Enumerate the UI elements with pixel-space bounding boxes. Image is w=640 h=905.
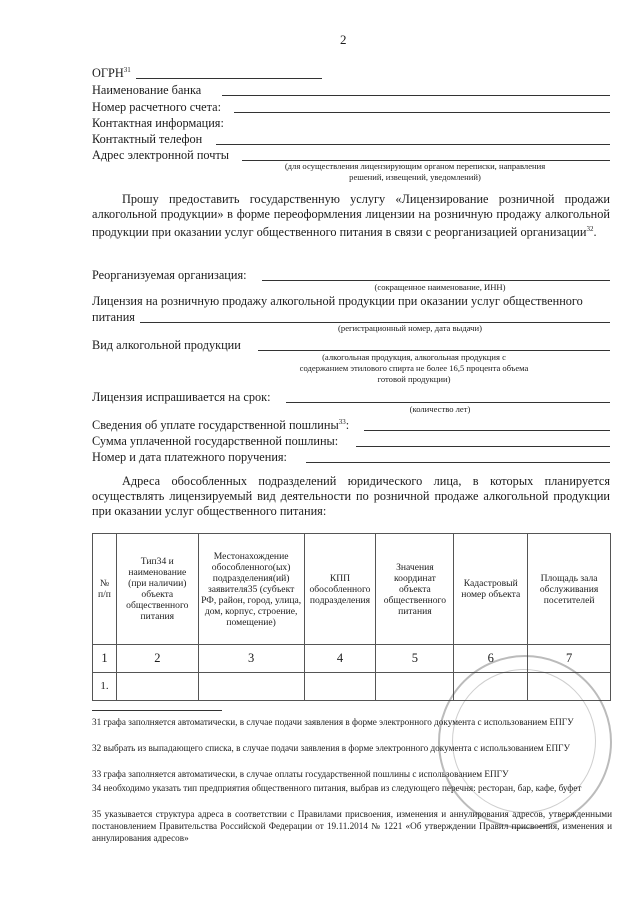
footnote-35: 35 указывается структура адреса в соответствии с Правилами присвоения, изменения и аннулирования адресов, утвержденными постановлением Правительства Российской Федерации от 19.11.2014 № 1221 «Об утверждении Правил присвоения, изменения и аннулирования адресов» — [92, 809, 612, 843]
alco-hint: (алкогольная продукция, алкогольная продукция с содержанием этилового спирта не более 16,5 процента объема готовой продукции) — [299, 352, 529, 384]
payment-line — [364, 430, 610, 431]
payment-sum-line — [356, 446, 610, 447]
license-label-1: Лицензия на розничную продажу алкогольной продукции при оказании услуг общественного — [92, 294, 583, 308]
table-cell: 5 — [376, 645, 454, 673]
request-paragraph: Прошу предоставить государственную услугу «Лицензирование розничной продажи алкогольной продукции» в форме переоформления лицензии на розничную продажу алкогольной продукции при оказании услуг общественного питания в связи с реорганизацией организации$^{32}$. — [92, 192, 610, 240]
addresses-paragraph: Адреса обособленных подразделений юридического лица, в которых планируется осуществлять лицензируемый вид деятельности по розничной продаже алкогольной продукции при оказании услуг общественного питания: — [92, 474, 610, 518]
phone-label: Контактный телефон — [92, 132, 203, 146]
table-cell: 6 — [454, 645, 528, 673]
alco-label: Вид алкогольной продукции — [92, 338, 241, 352]
license-hint: (регистрационный номер, дата выдачи) — [338, 323, 482, 333]
term-hint: (количество лет) — [409, 404, 471, 414]
license-label-2: питания — [92, 310, 135, 324]
table-cell: 2 — [116, 645, 198, 673]
table-cell: 3 — [198, 645, 304, 673]
payment-doc-line — [306, 462, 610, 463]
table-cell[interactable]: 1. — [93, 673, 117, 701]
reorg-label: Реорганизуемая организация: — [92, 268, 247, 282]
footnote-31: 31 графа заполняется автоматически, в случае подачи заявления в форме электронного документа с использованием ЕПГУ — [92, 717, 574, 727]
payment-label: Сведения об уплате государственной пошлины$^{33}$: — [92, 418, 350, 433]
footnote-34: 34 необходимо указать тип предприятия общественного питания, выбрав из следующего перечня: ресторан, бар, кафе, буфет — [92, 783, 582, 793]
bank-label: Наименование банка — [92, 83, 202, 97]
table-header-cell: КПП обособленного подразделения — [304, 534, 376, 645]
page-number: 2 — [340, 32, 347, 47]
table-header-cell: Местонахождение обособленного(ых) подразделения(ий) заявителя35 (субъект РФ, район, город, улица, дом, корпус, строение, помещение) — [198, 534, 304, 645]
alco-line — [258, 350, 610, 351]
table-header-cell: № п/п — [93, 534, 117, 645]
table-header-cell: Кадастровый номер объекта — [454, 534, 528, 645]
table-header-row — [93, 534, 611, 645]
table-cell[interactable] — [376, 673, 454, 701]
table-cell[interactable] — [304, 673, 376, 701]
email-hint: (для осуществления лицензирующим органом переписки, направления решений, извещений, уведомлений) — [284, 161, 546, 182]
reorg-hint: (сокращенное наименование, ИНН) — [374, 282, 506, 292]
footnote-32: 32 выбрать из выпадающего списка, в случае подачи заявления в форме электронного документа с использованием ЕПГУ — [92, 743, 570, 753]
footnote-33: 33 графа заполняется автоматически, в случае оплаты государственной пошлины с использованием ЕПГУ — [92, 769, 509, 779]
bank-line — [222, 95, 610, 96]
table-cell[interactable] — [116, 673, 198, 701]
payment-sum-label: Сумма уплаченной государственной пошлины: — [92, 434, 339, 448]
table-cell[interactable] — [198, 673, 304, 701]
ogrn-label: ОГРН$^{31}$ — [92, 66, 131, 81]
account-line — [234, 112, 610, 113]
email-label: Адрес электронной почты — [92, 148, 230, 162]
reorg-line — [262, 280, 610, 281]
account-label: Номер расчетного счета: — [92, 100, 222, 114]
ogrn-line — [136, 78, 322, 79]
table-header-cell: Площадь зала обслуживания посетителей — [528, 534, 611, 645]
table-cell: 1 — [93, 645, 117, 673]
table-cell: 7 — [528, 645, 611, 673]
payment-doc-label: Номер и дата платежного поручения: — [92, 450, 287, 464]
term-label: Лицензия испрашивается на срок: — [92, 390, 271, 404]
table-header-cell: Тип34 и наименование (при наличии) объекта общественного питания — [116, 534, 198, 645]
footnote-divider — [92, 710, 222, 711]
table-cell: 4 — [304, 645, 376, 673]
phone-line — [216, 144, 610, 145]
table-header-cell: Значения координат объекта общественного питания — [376, 534, 454, 645]
term-line — [286, 402, 610, 403]
contact-label: Контактная информация: — [92, 116, 224, 130]
